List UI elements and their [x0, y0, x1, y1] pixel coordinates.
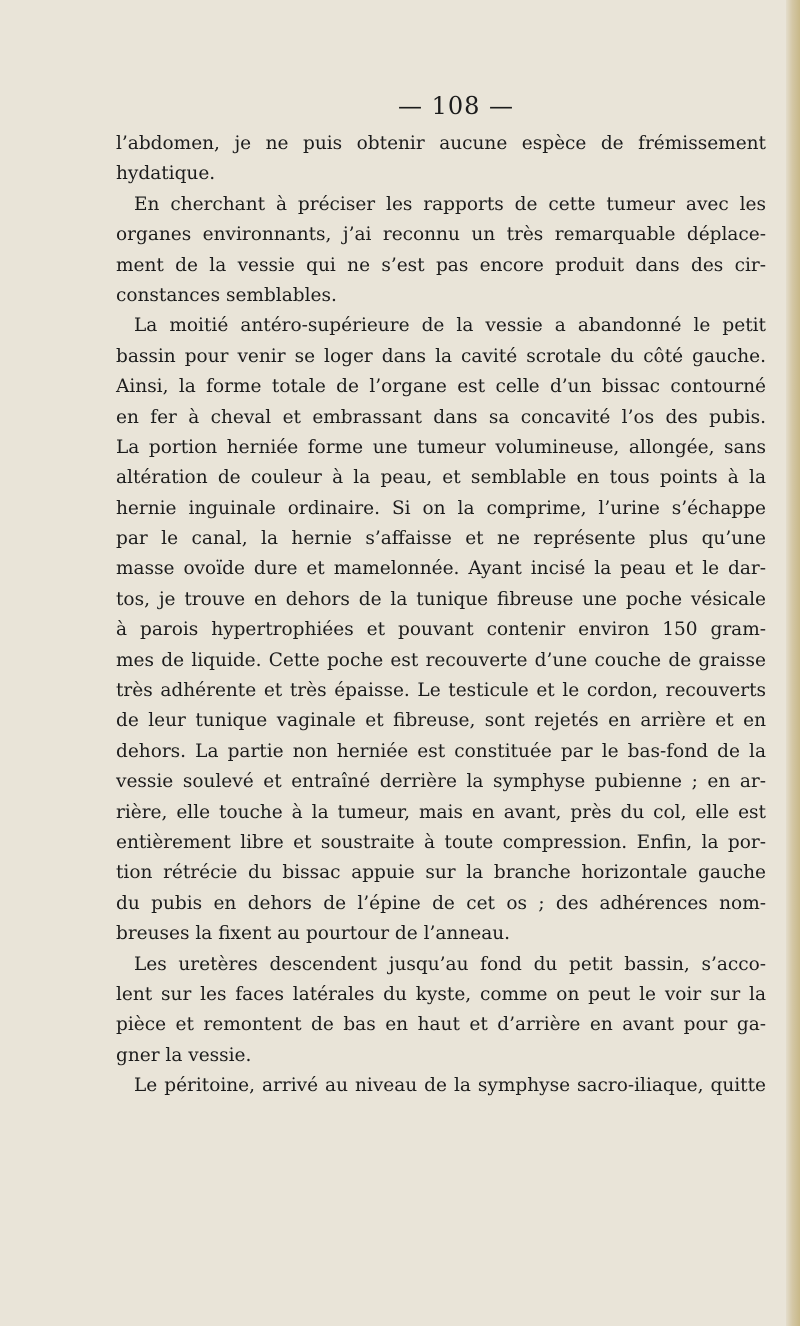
text-line: en fer à cheval et embrassant dans sa concavité l’os des pubis. — [116, 406, 766, 428]
text-line: mes de liquide. Cette poche est recouverte d’une couche de graisse — [116, 649, 766, 671]
text-line: du pubis en dehors de l’épine de cet os ; des adhérences nom- — [116, 892, 766, 914]
text-line: organes environnants, j’ai reconnu un très remarquable déplace- — [116, 224, 766, 246]
text-line: En cherchant à préciser les rapports de cette tumeur avec les — [134, 193, 766, 215]
text-line: La moitié antéro-supérieure de la vessie a abandonné le petit — [134, 315, 766, 337]
text-line: La portion herniée forme une tumeur volumineuse, allongée, sans — [116, 436, 766, 458]
text-line: vessie soulevé et entraîné derrière la symphyse pubienne ; en ar- — [116, 771, 766, 793]
text-line: ment de la vessie qui ne s’est pas encore produit dans des cir- — [116, 254, 766, 276]
page-edge — [786, 0, 800, 1326]
text-line: Les uretères descendent jusqu’au fond du petit bassin, s’acco- — [134, 953, 766, 975]
text-line: à parois hypertrophiées et pouvant contenir environ 150 gram- — [116, 619, 766, 641]
text-line: hernie inguinale ordinaire. Si on la comprime, l’urine s’échappe — [116, 497, 766, 519]
text-line: tos, je trouve en dehors de la tunique fibreuse une poche vésicale — [116, 588, 766, 610]
text-line: de leur tunique vaginale et fibreuse, sont rejetés en arrière et en — [116, 710, 766, 732]
text-line: rière, elle touche à la tumeur, mais en avant, près du col, elle est — [116, 801, 766, 823]
text-line: pièce et remontent de bas en haut et d’arrière en avant pour ga- — [116, 1014, 766, 1036]
text-line: Ainsi, la forme totale de l’organe est celle d’un bissac contourné — [116, 376, 766, 398]
text-line: constances semblables. — [116, 284, 337, 306]
text-line: lent sur les faces latérales du kyste, comme on peut le voir sur la — [116, 983, 766, 1005]
text-line: breuses la fixent au pourtour de l’anneau. — [116, 923, 511, 945]
text-line: Le péritoine, arrivé au niveau de la symphyse sacro-iliaque, quitte — [134, 1075, 766, 1097]
text-line: gner la vessie. — [116, 1044, 252, 1066]
text-line: hydatique. — [116, 163, 216, 185]
text-line: par le canal, la hernie s’affaisse et ne représente plus qu’une — [116, 528, 766, 550]
text-line: bassin pour venir se loger dans la cavité scrotale du côté gauche. — [116, 345, 766, 367]
page-number: — 108 — — [397, 92, 515, 120]
text-line: altération de couleur à la peau, et semblable en tous points à la — [116, 467, 766, 489]
text-line: l’abdomen, je ne puis obtenir aucune espèce de frémissement — [116, 133, 766, 154]
text-line: très adhérente et très épaisse. Le testicule et le cordon, recouverts — [116, 680, 766, 702]
text-line: entièrement libre et soustraite à toute compression. Enfin, la por- — [116, 831, 766, 853]
book-page — [116, 86, 766, 1102]
text-line: tion rétrécie du bissac appuie sur la branche horizontale gauche — [116, 862, 766, 884]
text-line: dehors. La partie non herniée est constituée par le bas-fond de la — [116, 740, 766, 762]
text-line: masse ovoïde dure et mamelonnée. Ayant incisé la peau et le dar- — [116, 558, 766, 580]
body-text — [116, 129, 766, 1102]
